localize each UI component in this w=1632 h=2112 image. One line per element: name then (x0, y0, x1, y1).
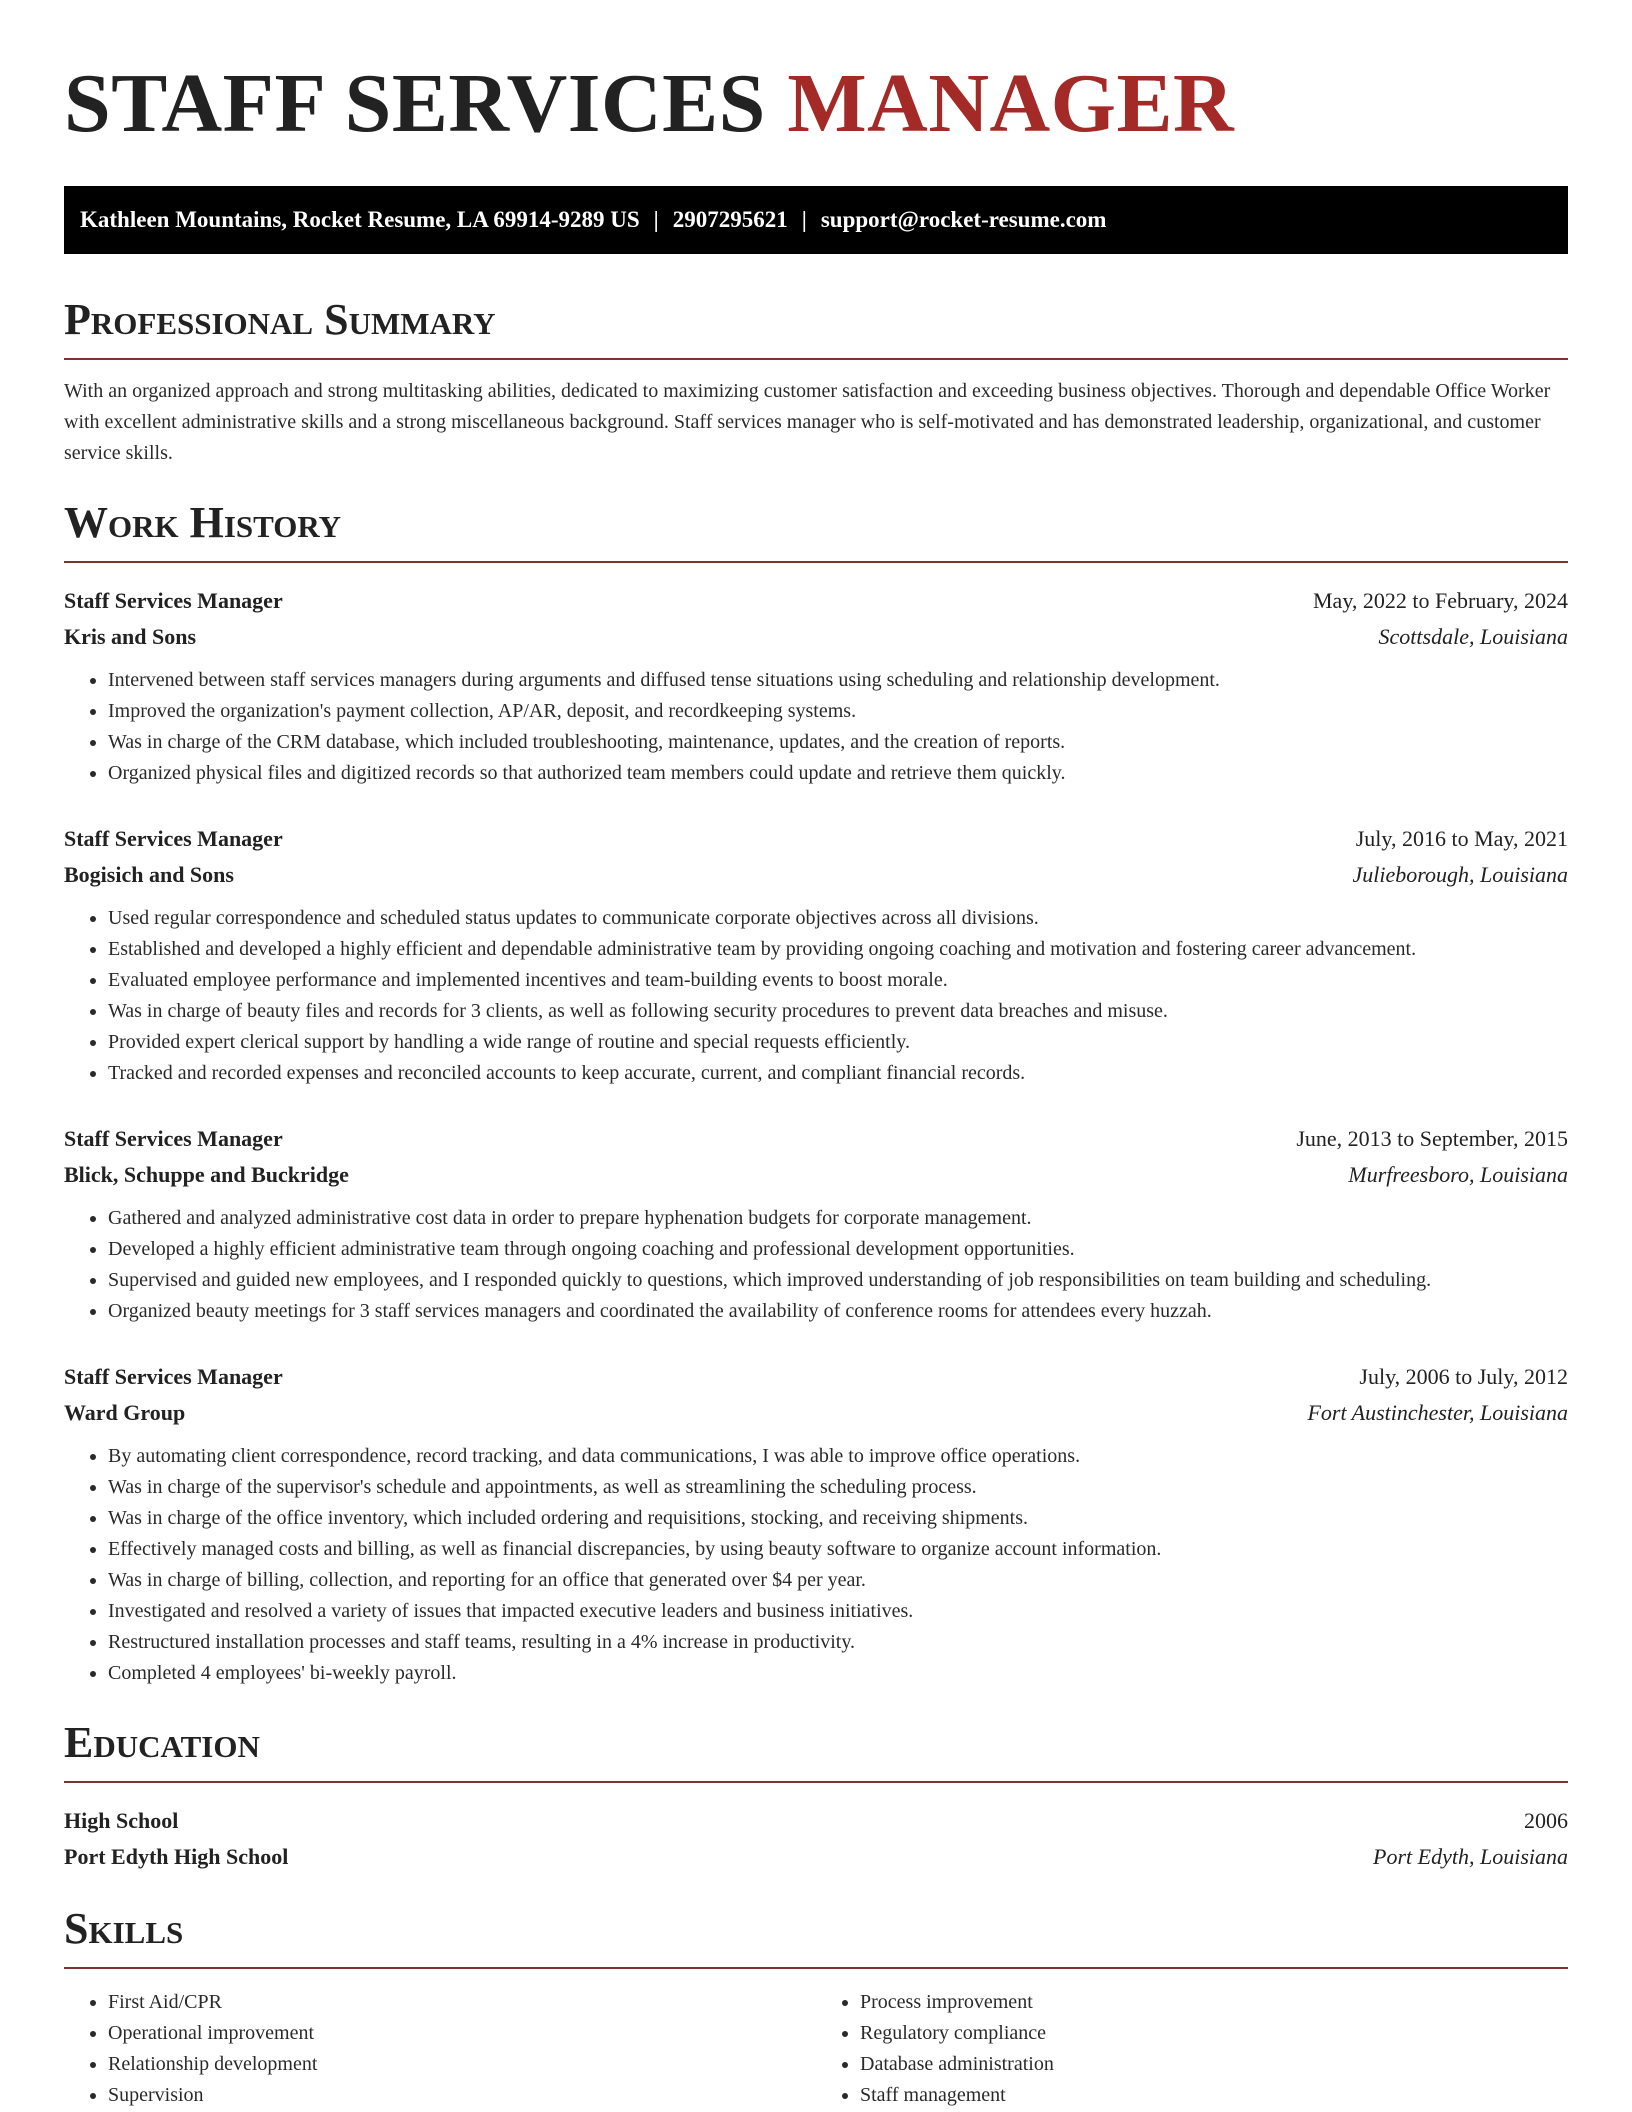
job-bullet: • Evaluated employee performance and implemented incentives and team-building events to boost morale. (108, 965, 1568, 996)
skill-item: • Staff management (860, 2080, 1568, 2111)
job-bullet: • Tracked and recorded expenses and reconciled accounts to keep accurate, current, and compliant financial records. (108, 1058, 1568, 1089)
skills-heading: Skills (64, 1903, 1568, 1969)
skills-column-left (64, 1987, 816, 2111)
education-year: 2006 (1524, 1808, 1568, 1833)
job-bullet: • Was in charge of the CRM database, which included troubleshooting, maintenance, updates, and the creation of reports. (108, 727, 1568, 758)
job-bullet: • Used regular correspondence and scheduled status updates to communicate corporate objectives across all divisions. (108, 903, 1568, 934)
job-bullet: • Investigated and resolved a variety of issues that impacted executive leaders and business initiatives. (108, 1596, 1568, 1627)
job-bullet: • Was in charge of billing, collection, and reporting for an office that generated over $4 per year. (108, 1565, 1568, 1596)
job-header-row (64, 821, 1568, 857)
contact-separator: | (653, 207, 659, 232)
job-bullets (64, 1203, 1568, 1327)
job-dates: July, 2016 to May, 2021 (1355, 826, 1568, 851)
job-bullet: • Intervened between staff services managers during arguments and diffused tense situations using scheduling and relationship development. (108, 665, 1568, 696)
contact-separator: | (801, 207, 807, 232)
job-header-row (64, 1359, 1568, 1395)
skills-grid (64, 1987, 1568, 2111)
title-main: STAFF SERVICES (64, 57, 766, 150)
job-bullet: • Organized physical files and digitized records so that authorized team members could update and retrieve them quickly. (108, 758, 1568, 789)
contact-address: Kathleen Mountains, Rocket Resume, LA 69914-9289 US (80, 207, 640, 232)
job-company-row (64, 857, 1568, 893)
job-entry (64, 1121, 1568, 1327)
education-heading: Education (64, 1717, 1568, 1783)
job-dates: July, 2006 to July, 2012 (1359, 1364, 1568, 1389)
job-bullet: • Effectively managed costs and billing, as well as financial discrepancies, by using beauty software to organize account information. (108, 1534, 1568, 1565)
skill-item: • Operational improvement (108, 2018, 816, 2049)
job-bullet: • Was in charge of beauty files and records for 3 clients, as well as following security procedures to prevent data breaches and misuse. (108, 996, 1568, 1027)
job-company: Bogisich and Sons (64, 862, 234, 887)
job-bullet: • Organized beauty meetings for 3 staff services managers and coordinated the availability of conference rooms for attendees every huzzah. (108, 1296, 1568, 1327)
job-location: Scottsdale, Louisiana (1378, 624, 1568, 649)
job-entry (64, 1359, 1568, 1689)
job-bullet: • Restructured installation processes and staff teams, resulting in a 4% increase in productivity. (108, 1627, 1568, 1658)
contact-phone: 2907295621 (672, 207, 788, 232)
job-bullets (64, 665, 1568, 789)
summary-text: With an organized approach and strong multitasking abilities, dedicated to maximizing customer satisfaction and exceeding business objectives. Thorough and dependable Office Worker with excellent administrative skills and a strong miscellaneous background. Staff services manager who is self-motivated and has demonstrated leadership, organizational, and customer service skills. (64, 380, 1551, 464)
job-company: Ward Group (64, 1400, 186, 1425)
job-company-row (64, 1157, 1568, 1193)
education-location: Port Edyth, Louisiana (1373, 1844, 1568, 1869)
job-dates: June, 2013 to September, 2015 (1296, 1126, 1568, 1151)
job-bullet: • Improved the organization's payment collection, AP/AR, deposit, and recordkeeping systems. (108, 696, 1568, 727)
skill-item: • Database administration (860, 2049, 1568, 2080)
skills-column-right (816, 1987, 1568, 2111)
skill-item: • First Aid/CPR (108, 1987, 816, 2018)
education-entry (64, 1803, 1568, 1875)
job-bullet: • Established and developed a highly efficient and dependable administrative team by providing ongoing coaching and motivation and fostering career advancement. (108, 934, 1568, 965)
summary-heading: Professional Summary (64, 294, 1568, 360)
education-school-row (64, 1839, 1568, 1875)
skill-item: • Supervision (108, 2080, 816, 2111)
job-title: Staff Services Manager (64, 1126, 283, 1151)
resume-title (64, 54, 1568, 154)
education-degree: High School (64, 1808, 179, 1833)
skill-item: • Relationship development (108, 2049, 816, 2080)
job-title: Staff Services Manager (64, 826, 283, 851)
job-company-row (64, 1395, 1568, 1431)
work-history-heading: Work History (64, 497, 1568, 563)
job-header-row (64, 583, 1568, 619)
job-bullet: • Was in charge of the office inventory, which included ordering and requisitions, stocking, and receiving shipments. (108, 1503, 1568, 1534)
skill-item: • Process improvement (860, 1987, 1568, 2018)
job-bullet: • Developed a highly efficient administrative team through ongoing coaching and professional development opportunities. (108, 1234, 1568, 1265)
job-entry (64, 821, 1568, 1089)
title-accent: MANAGER (787, 57, 1235, 150)
contact-bar (64, 186, 1568, 254)
job-bullets (64, 903, 1568, 1089)
education-degree-row (64, 1803, 1568, 1839)
job-header-row (64, 1121, 1568, 1157)
education-school: Port Edyth High School (64, 1844, 289, 1869)
job-title: Staff Services Manager (64, 588, 283, 613)
job-company: Kris and Sons (64, 624, 197, 649)
job-bullet: • Completed 4 employees' bi-weekly payroll. (108, 1658, 1568, 1689)
job-location: Fort Austinchester, Louisiana (1307, 1400, 1568, 1425)
job-dates: May, 2022 to February, 2024 (1313, 588, 1568, 613)
job-location: Murfreesboro, Louisiana (1348, 1162, 1568, 1187)
skill-item: • Regulatory compliance (860, 2018, 1568, 2049)
job-bullet: • Supervised and guided new employees, and I responded quickly to questions, which improved understanding of job responsibilities on team building and scheduling. (108, 1265, 1568, 1296)
job-company-row (64, 619, 1568, 655)
job-bullets (64, 1441, 1568, 1689)
job-bullet: • Provided expert clerical support by handling a wide range of routine and special requests efficiently. (108, 1027, 1568, 1058)
job-title: Staff Services Manager (64, 1364, 283, 1389)
job-bullet: • By automating client correspondence, record tracking, and data communications, I was able to improve office operations. (108, 1441, 1568, 1472)
job-location: Julieborough, Louisiana (1352, 862, 1568, 887)
job-company: Blick, Schuppe and Buckridge (64, 1162, 349, 1187)
job-entry (64, 583, 1568, 789)
job-bullet: • Was in charge of the supervisor's schedule and appointments, as well as streamlining the scheduling process. (108, 1472, 1568, 1503)
job-bullet: • Gathered and analyzed administrative cost data in order to prepare hyphenation budgets for corporate management. (108, 1203, 1568, 1234)
contact-email: support@rocket-resume.com (820, 207, 1107, 232)
